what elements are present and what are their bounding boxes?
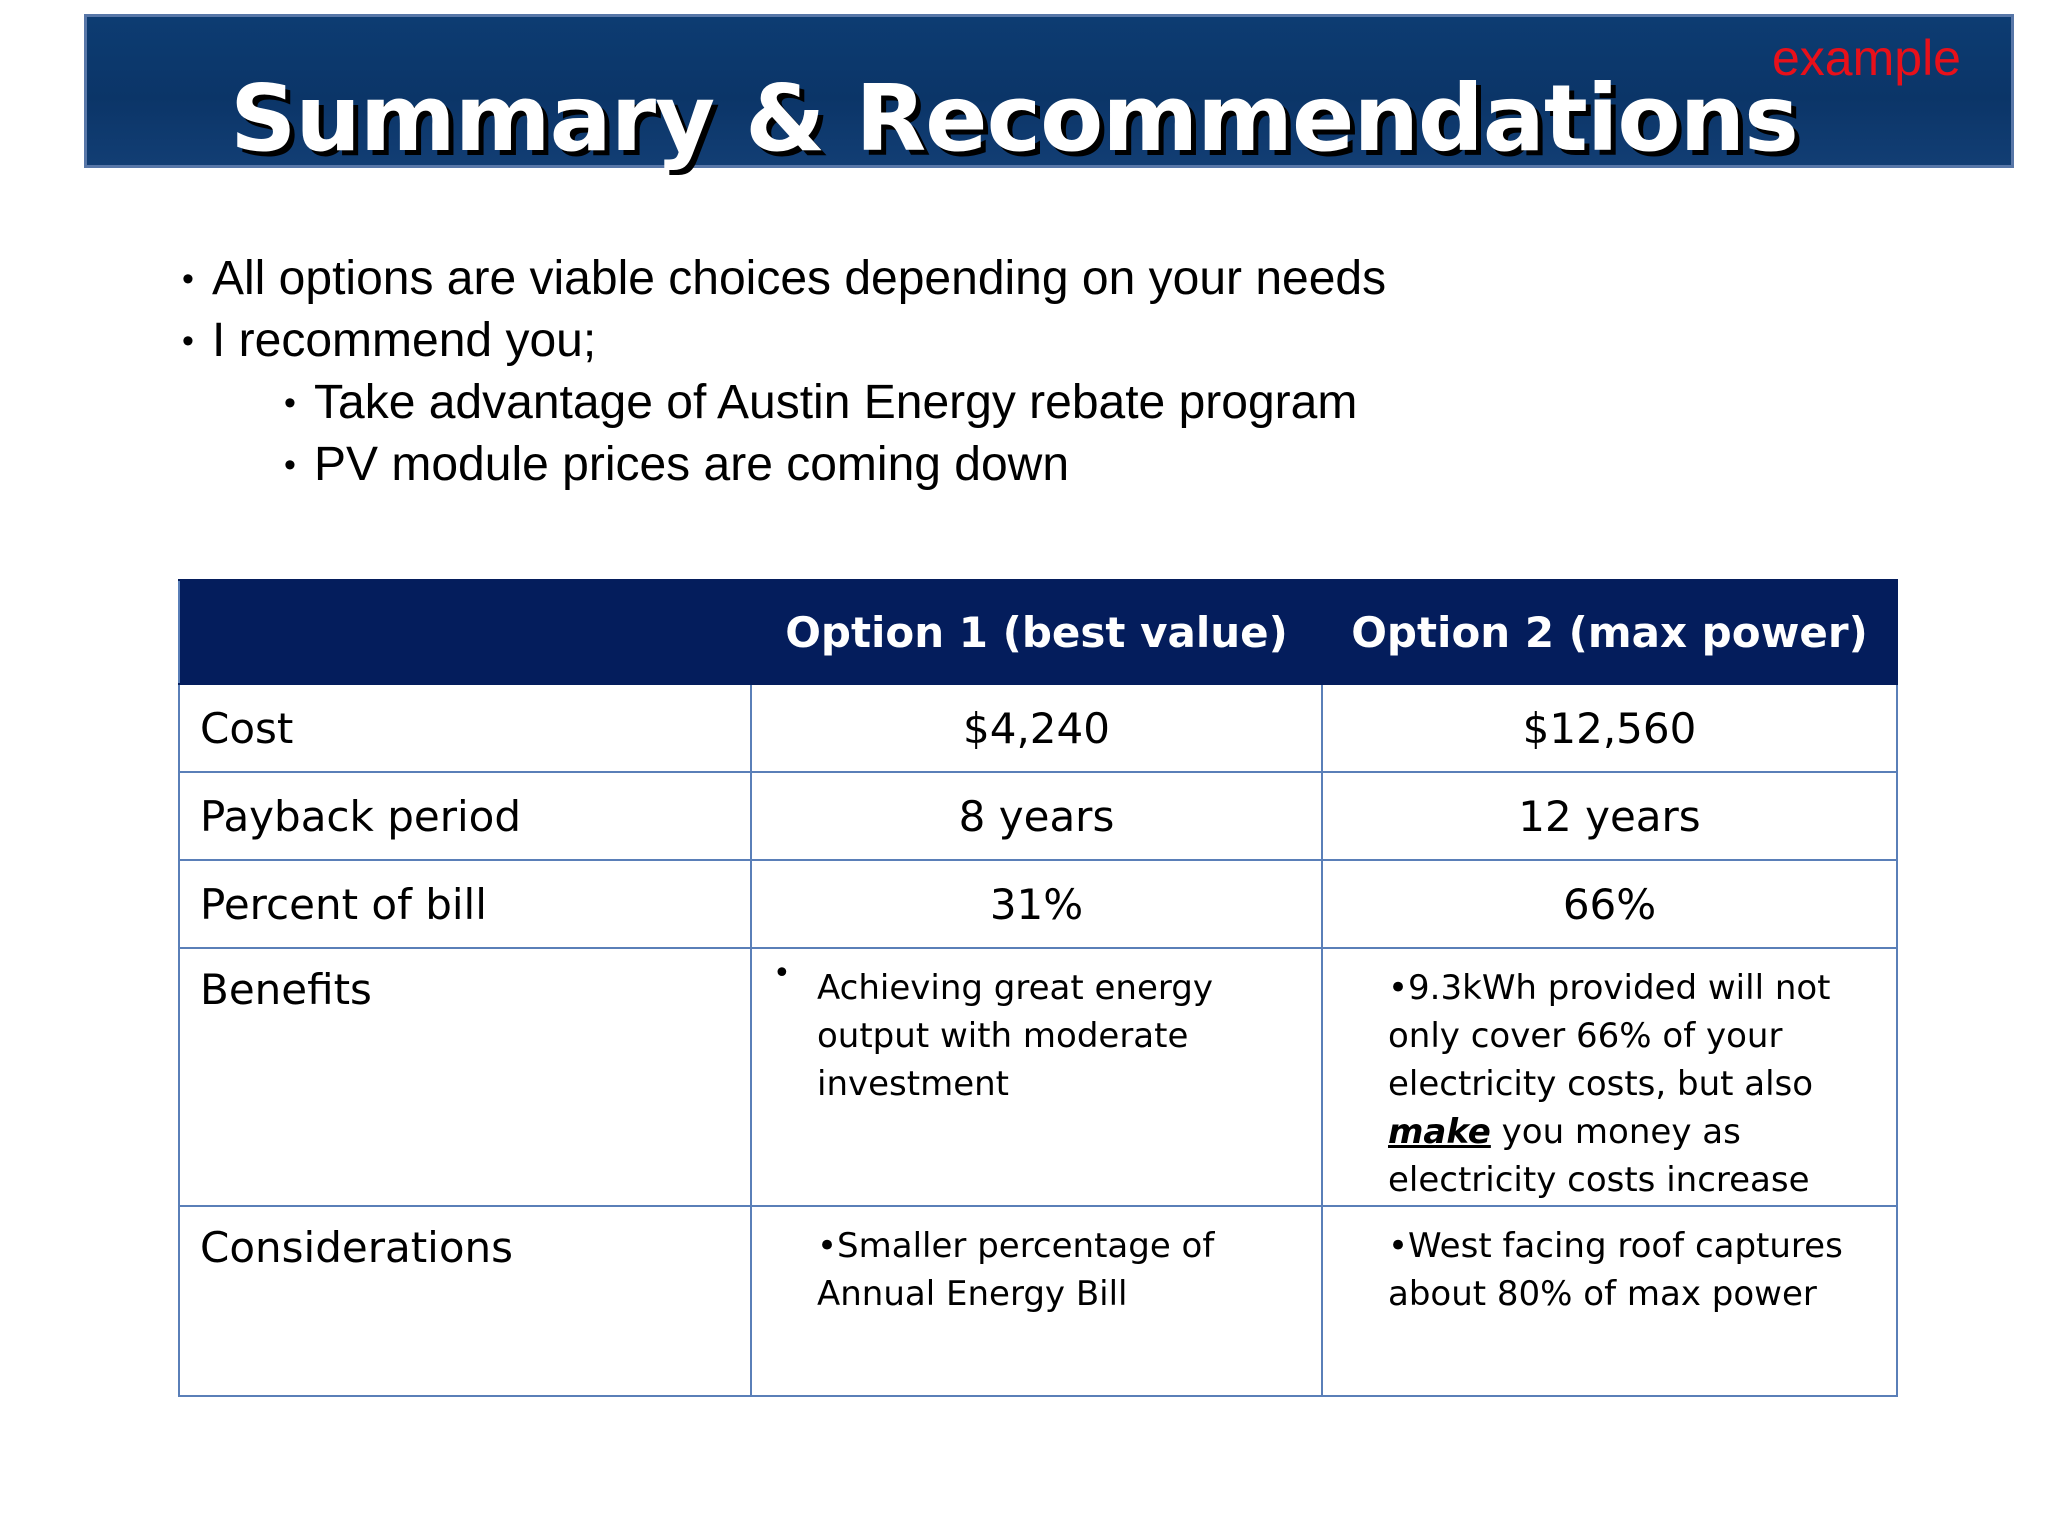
table-row <box>179 772 1897 860</box>
payback-option-2: 12 years <box>1322 772 1897 860</box>
benefits-option-2 <box>1322 948 1897 1206</box>
slide-title: Summary & Recommendations <box>230 65 1798 172</box>
header-option-2: Option 2 (max power) <box>1322 580 1897 684</box>
cost-option-1: $4,240 <box>751 684 1322 772</box>
sub-bullet-item: • PV module prices are coming down <box>314 434 1386 496</box>
payback-option-1: 8 years <box>751 772 1322 860</box>
table-row <box>179 860 1897 948</box>
bullet-marker: • <box>182 322 194 360</box>
row-label-benefits: Benefits <box>179 948 751 1206</box>
benefits-option-1 <box>751 948 1322 1206</box>
bullet-item: • All options are viable choices depending on your needs <box>212 248 1386 310</box>
bullet-marker: • <box>284 446 296 484</box>
benefits-option-2-suffix: you money as electricity costs increase <box>1388 1112 1810 1200</box>
table-header-row <box>179 580 1897 684</box>
benefits-option-2-prefix: •9.3kWh provided will not only cover 66% of your electricity costs, but also <box>1388 968 1831 1104</box>
bullet-marker: • <box>773 956 791 991</box>
row-label-payback: Payback period <box>179 772 751 860</box>
row-label-cost: Cost <box>179 684 751 772</box>
comparison-table <box>178 579 1898 1397</box>
row-label-considerations: Considerations <box>179 1206 751 1396</box>
bullet-marker: • <box>284 384 296 422</box>
considerations-option-1 <box>751 1206 1322 1396</box>
considerations-option-1-text: •Smaller percentage of Annual Energy Bill <box>817 1226 1215 1314</box>
bullet-item: • I recommend you; <box>212 310 1386 372</box>
row-label-percent: Percent of bill <box>179 860 751 948</box>
considerations-option-2 <box>1322 1206 1897 1396</box>
example-tag: example <box>1772 30 1961 86</box>
percent-option-1: 31% <box>751 860 1322 948</box>
considerations-option-2-text: •West facing roof captures about 80% of max power <box>1388 1226 1843 1314</box>
table-row <box>179 684 1897 772</box>
header-blank-cell <box>179 580 751 684</box>
benefits-option-2-emphasis: make <box>1388 1112 1491 1152</box>
percent-option-2: 66% <box>1322 860 1897 948</box>
bullet-list <box>182 248 1387 496</box>
table-row <box>179 948 1897 1206</box>
sub-bullet-item: • Take advantage of Austin Energy rebate program <box>314 372 1386 434</box>
title-banner <box>84 14 2014 172</box>
header-option-1: Option 1 (best value) <box>751 580 1322 684</box>
benefits-option-1-text: Achieving great energy output with moderate investment <box>817 968 1213 1104</box>
table-row <box>179 1206 1897 1396</box>
cost-option-2: $12,560 <box>1322 684 1897 772</box>
bullet-marker: • <box>182 260 194 298</box>
